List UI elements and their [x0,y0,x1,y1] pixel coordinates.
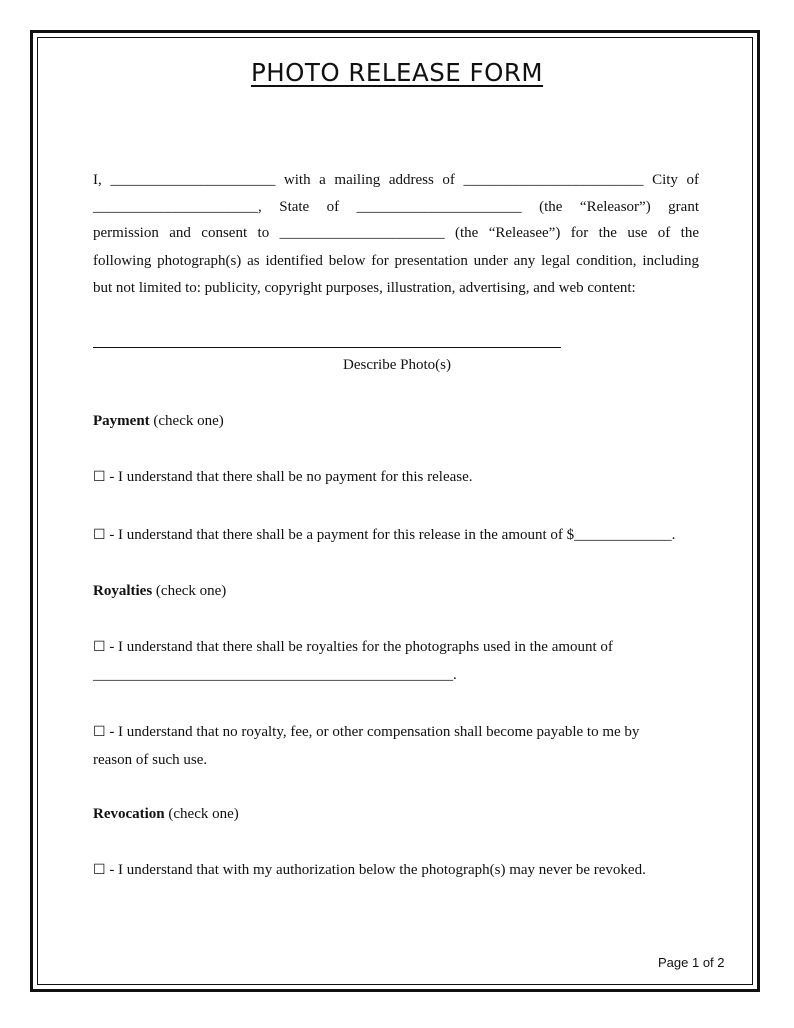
royalties-option-amount [93,637,613,657]
page-number: Page 1 of 2 [658,955,725,970]
royalties-heading [93,581,226,601]
payment-heading-note: (check one) [149,413,224,429]
form-title: PHOTO RELEASE FORM [250,58,544,87]
revocation-heading-note: (check one) [164,806,239,822]
revocation-option-never [93,860,646,880]
describe-photo-label: Describe Photo(s) [343,357,451,373]
intro-line-5: but not limited to: publicity, copyright purposes, illustration, advertising, and web content: [93,280,636,296]
royalties-option-none [93,722,639,742]
revocation-option-never-text: - I understand that with my authorization below the photograph(s) may never be revoked. [109,862,646,878]
checkbox-revocation-never[interactable]: ☐ [93,862,106,878]
describe-photo-line[interactable] [93,347,561,348]
royalties-heading-label: Royalties [93,583,153,599]
payment-heading-label: Payment [93,413,150,429]
checkbox-payment-none[interactable]: ☐ [93,469,106,485]
royalties-option-none-text: - I understand that no royalty, fee, or other compensation shall become payable to me by [109,724,640,740]
revocation-heading-label: Revocation [93,806,165,822]
royalties-option-amount-text: - I understand that there shall be royalties for the photographs used in the amount of [109,639,613,655]
checkbox-royalties-amount[interactable]: ☐ [93,639,106,655]
intro-line-3: permission and consent to ______________________ (the “Releasee”) for the use of the [93,225,699,241]
revocation-heading [93,804,239,824]
payment-option-none-text: - I understand that there shall be no payment for this release. [109,469,473,485]
royalties-heading-note: (check one) [152,583,227,599]
payment-heading [93,411,224,431]
royalties-option-none-cont: reason of such use. [93,752,208,768]
intro-line-4: following photograph(s) as identified below for presentation under any legal condition, including [93,253,699,269]
intro-line-1: I, ______________________ with a mailing address of ________________________ City of [93,172,699,188]
checkbox-royalties-none[interactable]: ☐ [93,724,106,740]
payment-option-none [93,467,473,487]
intro-line-2: ______________________, State of ______________________ (the “Releasor”) grant [93,199,699,215]
royalties-option-amount-line[interactable]: ________________________________________________. [93,667,457,683]
payment-option-amount [93,525,675,545]
checkbox-payment-amount[interactable]: ☐ [93,527,106,543]
payment-option-amount-text: - I understand that there shall be a payment for this release in the amount of $_____________. [109,527,676,543]
